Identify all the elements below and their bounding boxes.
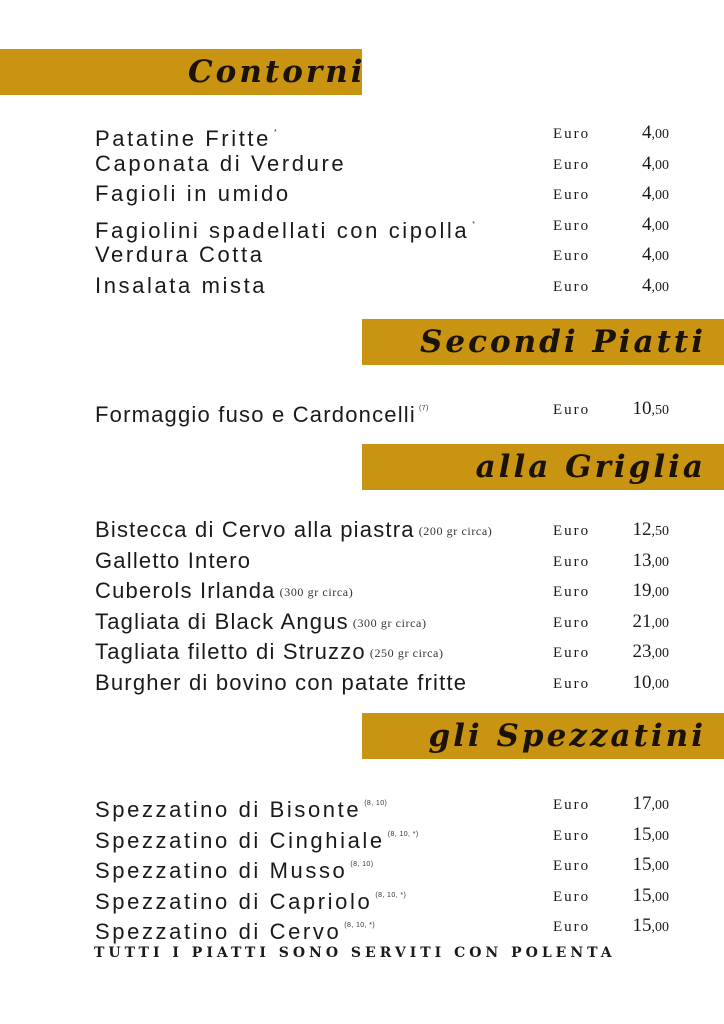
menu-item-name: Spezzatino di Capriolo	[95, 888, 373, 914]
menu-item-price	[620, 515, 669, 547]
menu-item-line	[95, 576, 353, 607]
price-decimals: ,00	[651, 279, 669, 295]
price-integer: 19	[632, 580, 652, 601]
price-decimals: ,00	[651, 188, 669, 203]
menu-item-name: Verdura Cotta	[95, 242, 265, 267]
price-decimals: ,00	[651, 798, 669, 813]
currency-label: Euro	[553, 523, 591, 539]
allergen-note: (8, 10)	[350, 861, 374, 868]
menu-item-name: Cuberols Irlanda	[95, 578, 276, 603]
menu-item-line	[95, 515, 492, 546]
menu-item	[0, 668, 724, 699]
menu-item-name: Bistecca di Cervo alla piastra	[95, 517, 415, 542]
menu-item-price	[620, 820, 669, 852]
menu-item-name: Fagioli in umido	[95, 181, 291, 206]
currency-label: Euro	[553, 827, 591, 844]
price-decimals: ,50	[651, 403, 669, 418]
price-decimals: ,00	[651, 889, 669, 905]
menu-item-weight-note: (300 gr circa)	[352, 615, 427, 630]
menu-item-line	[95, 607, 427, 638]
price-integer: 12	[632, 519, 652, 540]
menu-item	[0, 911, 724, 942]
price-decimals: ,00	[651, 127, 669, 142]
menu-item-price	[620, 179, 669, 211]
price-integer: 4	[642, 274, 652, 296]
allergen-note: (8, 10, *)	[387, 830, 419, 838]
menu-item-price	[620, 210, 669, 242]
menu-item-name: Spezzatino di Cervo	[95, 919, 342, 944]
currency-label: Euro	[553, 126, 591, 142]
menu-item	[0, 515, 724, 546]
menu-item-weight-note: (250 gr circa)	[369, 646, 444, 660]
menu-item	[0, 637, 724, 668]
price-integer: 4	[642, 244, 652, 265]
menu-item-price	[620, 881, 669, 913]
allergen-note: *	[273, 129, 278, 136]
menu-item-line	[95, 240, 265, 270]
price-integer: 17	[632, 793, 652, 814]
section-header-secondi-piatti: Secondi Piatti	[362, 319, 724, 365]
menu-item-name: Tagliata filetto di Struzzo	[95, 639, 366, 664]
menu-item-line	[95, 271, 267, 301]
price-integer: 10	[632, 398, 652, 419]
menu-item	[0, 881, 724, 912]
price-integer: 13	[632, 549, 652, 571]
currency-label: Euro	[553, 402, 591, 418]
menu-item-name: Burgher di bovino con patate fritte	[95, 669, 468, 695]
footer-note: TUTTI I PIATTI SONO SERVITI CON POLENTA	[94, 945, 616, 961]
menu-item-line	[95, 179, 291, 209]
menu-item	[0, 210, 724, 241]
section-header-contorni: Contorni	[0, 49, 362, 95]
menu-item-price	[620, 240, 669, 272]
menu-item-price	[620, 394, 669, 426]
price-integer: 4	[642, 122, 652, 143]
allergen-note: (8, 10, *)	[375, 891, 407, 899]
menu-item-name: Spezzatino di Cinghiale	[95, 827, 385, 853]
menu-item-line	[95, 637, 444, 668]
price-decimals: ,00	[651, 615, 669, 631]
menu-item-name: Tagliata di Black Angus	[95, 608, 349, 634]
price-decimals: ,00	[651, 920, 669, 935]
section-header-gli-spezzatini: gli Spezzatini	[362, 713, 724, 759]
price-integer: 4	[642, 213, 652, 235]
currency-label: Euro	[553, 187, 591, 203]
price-decimals: ,00	[651, 828, 669, 844]
menu-item-price	[620, 789, 669, 821]
menu-item	[0, 240, 724, 271]
menu-item-name: Spezzatino di Musso	[95, 858, 348, 883]
price-decimals: ,00	[651, 157, 669, 173]
menu-item-price	[620, 118, 669, 150]
menu-item-name: Spezzatino di Bisonte	[95, 797, 362, 822]
menu-item	[0, 118, 724, 149]
allergen-note: (8, 10)	[364, 800, 388, 807]
menu-item	[0, 576, 724, 607]
menu-item-name: Fagiolini spadellati con cipolla	[95, 217, 470, 243]
currency-label: Euro	[553, 156, 591, 173]
price-decimals: ,00	[651, 676, 669, 692]
price-integer: 4	[642, 183, 652, 204]
menu-item-price	[620, 668, 669, 700]
currency-label: Euro	[553, 888, 591, 905]
menu-item-weight-note: (300 gr circa)	[279, 585, 354, 599]
price-decimals: ,00	[651, 585, 669, 600]
price-integer: 4	[642, 152, 652, 174]
menu-item	[0, 179, 724, 210]
currency-label: Euro	[553, 248, 591, 264]
menu-item-name: Formaggio fuso e Cardoncelli	[95, 402, 416, 427]
menu-item-price	[620, 607, 669, 639]
price-integer: 10	[632, 671, 652, 693]
menu-item-price	[620, 850, 669, 882]
currency-label: Euro	[553, 278, 591, 295]
price-decimals: ,00	[651, 554, 669, 570]
currency-label: Euro	[553, 675, 591, 692]
allergen-note: (7)	[418, 405, 429, 412]
currency-label: Euro	[553, 614, 591, 631]
menu-item-name: Caponata di Verdure	[95, 150, 347, 176]
menu-item	[0, 607, 724, 638]
menu-item	[0, 850, 724, 881]
menu-list-alla-griglia	[0, 515, 724, 698]
currency-label: Euro	[553, 217, 591, 234]
menu-item-line	[95, 668, 467, 698]
price-integer: 23	[632, 641, 652, 662]
currency-label: Euro	[553, 797, 591, 813]
currency-label: Euro	[553, 553, 591, 570]
menu-item-line	[95, 394, 429, 430]
menu-item-line	[95, 149, 346, 179]
menu-list-contorni	[0, 118, 724, 301]
menu-item-price	[620, 911, 669, 943]
menu-item	[0, 546, 724, 577]
price-integer: 15	[632, 823, 652, 845]
price-integer: 15	[632, 915, 652, 936]
currency-label: Euro	[553, 858, 591, 874]
price-decimals: ,00	[651, 646, 669, 661]
menu-item-name: Insalata mista	[95, 272, 268, 298]
price-decimals: ,00	[651, 859, 669, 874]
menu-item-price	[620, 271, 669, 303]
allergen-note: *	[472, 220, 476, 228]
menu-item-weight-note: (200 gr circa)	[418, 524, 493, 538]
menu-item	[0, 149, 724, 180]
menu-item-price	[620, 576, 669, 608]
menu-item-price	[620, 637, 669, 669]
price-integer: 15	[632, 884, 652, 906]
allergen-note: (8, 10, *)	[344, 922, 376, 929]
menu-item-line	[95, 911, 375, 947]
menu-item-name: Galletto Intero	[95, 547, 252, 573]
price-decimals: ,00	[651, 249, 669, 264]
menu-item	[0, 789, 724, 820]
menu-item	[0, 820, 724, 851]
currency-label: Euro	[553, 645, 591, 661]
price-integer: 21	[632, 610, 652, 632]
menu-item-price	[620, 546, 669, 578]
menu-item	[0, 271, 724, 302]
section-header-alla-griglia: alla Griglia	[362, 444, 724, 490]
price-decimals: ,00	[651, 218, 669, 234]
menu-item-line	[95, 546, 251, 576]
menu-list-gli-spezzatini	[0, 789, 724, 942]
price-decimals: ,50	[651, 524, 669, 539]
currency-label: Euro	[553, 584, 591, 600]
currency-label: Euro	[553, 919, 591, 935]
menu-list-secondi-piatti	[0, 394, 724, 425]
menu-item-name: Patatine Fritte	[95, 126, 271, 151]
menu-item-price	[620, 149, 669, 181]
menu-item	[0, 394, 724, 425]
price-integer: 15	[632, 854, 652, 875]
